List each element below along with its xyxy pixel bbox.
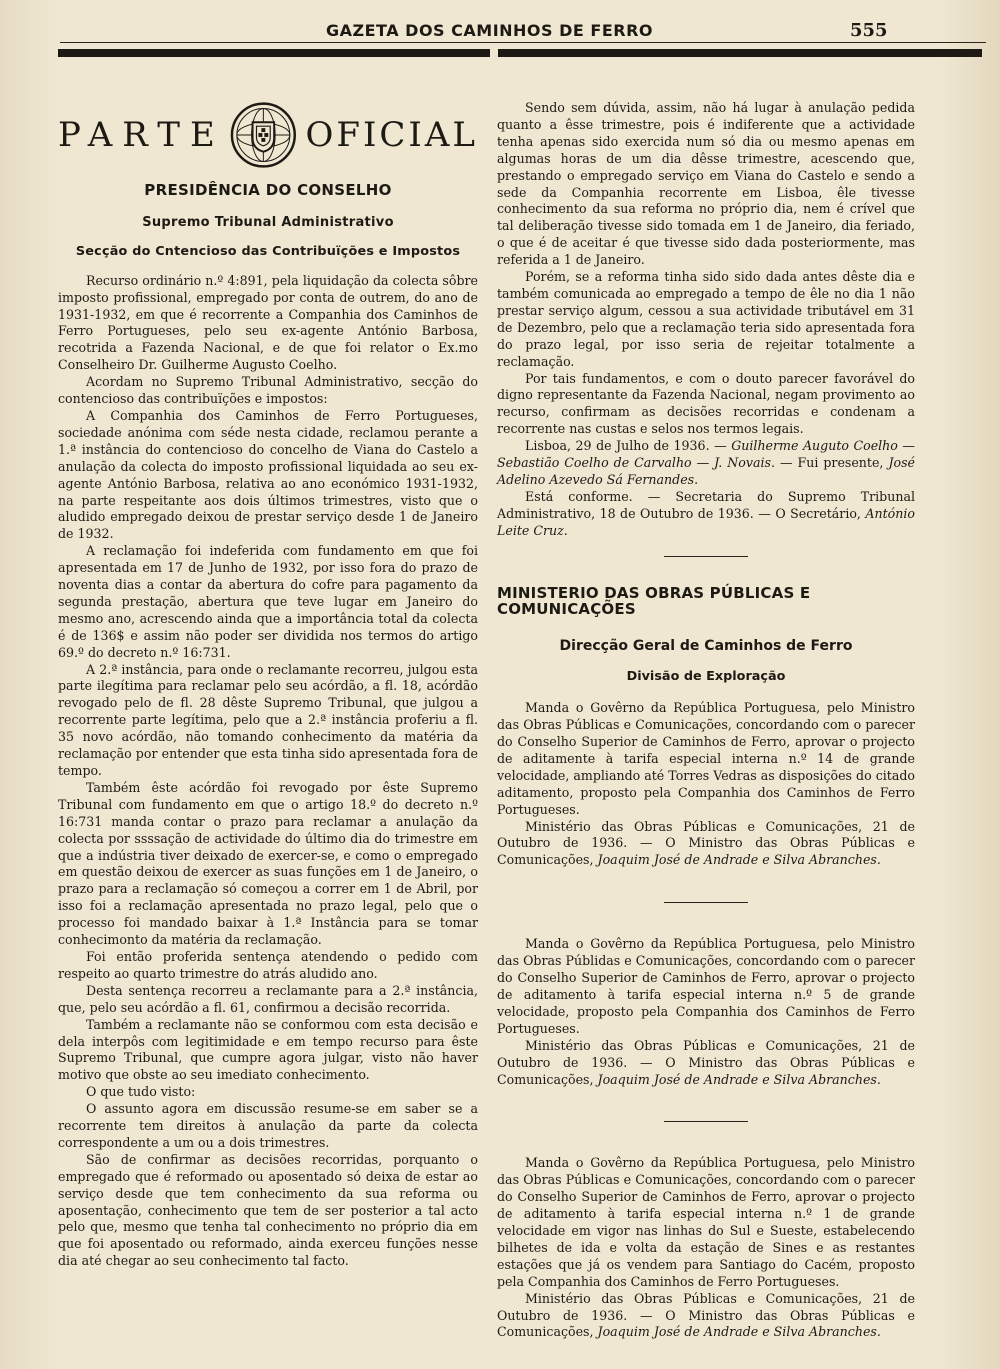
lisboa-date: Lisboa, 29 de Julho de 1936. — — [525, 438, 727, 454]
direccao-heading: Direcção Geral de Caminhos de Ferro — [559, 638, 853, 655]
parte-word: PARTE — [58, 114, 225, 155]
signature-block — [497, 438, 915, 489]
paragraph: Desta sentença recorreu a reclamante para a 2.ª instância, que, pelo seu acórdão a fl. 61, confirmou a decisão recorrida. — [58, 982, 478, 1015]
paragraph: Porém, se a reforma tinha sido sido dada antes dêste dia e também comunicada ao empregado a tempo de êle no dia 1 não prestar serviço algum, cessou a sua actividade tributável em 31 de Dezembro, pelo que a reclamação teria sido apresentada fora do prazo legal, por isso seria de rejeitar totalmente a reclamação. — [497, 269, 915, 369]
header-rule-right — [498, 49, 982, 57]
decree-signature: Joaquim José de Andrade e Silva Abranches. — [597, 1071, 881, 1087]
fui-presente: — Fui presente, — [779, 455, 884, 471]
decree-text: Manda o Govêrno da República Portuguesa, pelo Ministro das Obras Públidas e Comunicações, concordando com o parecer do Conselho Superior de Caminhos de Ferro, aprovar o projecto de aditamento à tarifa especial interna n.º 5 de grande velocidade, proposto pela Companhia dos Caminhos de Ferro Portugueses. — [497, 936, 915, 1036]
decree-ministerio — [497, 1291, 915, 1342]
decree-ministerio-text: Ministério das Obras Públicas e Comunicações, 21 de Outubro de 1936. — O Ministro das Obras Públicas e Comunicações, — [497, 1290, 915, 1340]
decree-ministerio-text: Ministério das Obras Públicas e Comunicações, 21 de Outubro de 1936. — O Ministro das Obras Públicas e Comunicações, — [497, 818, 915, 868]
paragraph: Sendo sem dúvida, assim, não há lugar à anulação pedida quanto a êsse trimestre, pois é indiferente que a actividade tenha apenas sido exercida num só dia ou mesmo apenas em algumas horas de um dia dêsse trimestre, acescendo que, prestando o empregado serviço em Viana do Castelo e sendo a sede da Companhia recorrente em Lisboa, êle tivesse conhecimento da sua reforma no próprio dia, nem é crível que tal deliberação tivesse sido tomada em 1 de Janeiro, dia feriado, o que é de aceitar é que tivesse sido dada posteriormente, mas referida a 1 de Janeiro. — [497, 100, 915, 268]
page-number: 555 — [850, 20, 888, 41]
running-title: GAZETA DOS CAMINHOS DE FERRO — [326, 21, 654, 40]
separator-rule — [664, 556, 748, 557]
decree-text: Manda o Govêrno da República Portuguesa, pelo Ministro das Obras Públicas e Comunicações, concordando com o parecer do Conselho Superior de Caminhos de Ferro, aprovar o projecto de aditamente à tarifa especial interna n.º 14 de grande velocidade, ampliando até Torres Vedras as disposições do citado aditamento, proposto pela Companhia dos Caminhos de Ferro Portugueses. — [497, 700, 915, 817]
right-column — [497, 100, 915, 1341]
left-column — [58, 100, 478, 1270]
divisao-heading: Divisão de Exploração — [626, 669, 786, 685]
conforme-text: Está conforme. — Secretaria do Supremo Tribunal Administrativo, 18 de Outubro de 1936. — O Secretário, — [497, 488, 915, 521]
signatures-judges: Guilherme Auguto Coelho — Sebastião Coelho de Carvalho — J. Novais. — [497, 438, 915, 471]
seccao-heading: Secção do Cntencioso das Contribuïções e Impostos — [75, 243, 461, 259]
paragraph: A reclamação foi indeferida com fundamento em que foi apresentada em 17 de Junho de 1932, por isso fora do prazo de noventa dias a contar da abertura do cofre para pagamento da segunda prestação, abertura que teve lugar em Janeiro do mesmo ano, acrescendo ainda que a importância total da colecta é de 136$ e assim não poder ser dividida nos termos do artigo 69.º do decreto n.º 16:731. — [58, 543, 478, 660]
header-rule-left — [58, 49, 490, 57]
header-thin-rule — [60, 42, 986, 43]
separator-rule — [664, 902, 748, 903]
conforme-block — [497, 489, 915, 540]
presidencia-heading: PRESIDÊNCIA DO CONSELHO — [144, 181, 392, 199]
coat-of-arms-seal-icon — [229, 100, 298, 170]
paragraph: Também êste acórdão foi revogado por êste Supremo Tribunal com fundamento em que o artigo 18.º do decreto n.º 16:731 manda contar o prazo para reclamar a anulação da colecta por ssssação de actividade do último dia do trimestre em que a indústria tiver deixado de exercer-se, e como o empregado em questão deixou de exercer as suas funções em 1 de Janeiro, o prazo para a reclamação só começou a correr em 1 de Abril, por isso foi a reclamação apresentada no prazo legal, pelo que o processo foi mandado baixar à 1.ª Instância para se tomar conhecimonto da matéria da reclamação. — [58, 779, 478, 948]
paragraph: A 2.ª instância, para onde o reclamante recorreu, julgou esta parte ilegítima para reclamar pelo seu acórdão, a fl. 18, acórdão revogado pelo de fl. 28 dêste Supremo Tribunal, que julgou a recorrente parte legítima, pelo que a 2.ª instância proferiu a fl. 35 novo acórdão, não tomando conhecimento da matéria da reclamação por entender que esta tinha sido apresentada fora de tempo. — [58, 661, 478, 778]
decree-ministerio — [497, 1038, 915, 1089]
paragraph: São de confirmar as decisões recorridas, porquanto o empregado que é reformado ou aposentado só deixa de estar ao serviço desde que tem conhecimento da sua reforma ou aposentação, conhecimento que tem de ser posterior a tal acto pelo que, mesmo que tenha tal conhecimento no próprio dia em que foi aposentado ou reformado, ainda exerceu funções nesse dia até chegar ao seu conhecimento tal facto. — [58, 1151, 478, 1269]
paragraph: Também a reclamante não se conformou com esta decisão e dela interpôs com legitimidade e em tempo recurso para êste Supremo Tribunal, que cumpre agora julgar, visto não haver motivo que obste ao seu imediato conhecimento. — [58, 1016, 478, 1083]
oficial-word: OFICIAL — [305, 114, 478, 155]
decree-signature: Joaquim José de Andrade e Silva Abranches. — [597, 852, 881, 868]
decree-ministerio-text: Ministério das Obras Públicas e Comunicações, 21 de Outubro de 1936. — O Ministro das Obras Públicas e Comunicações, — [497, 1037, 915, 1087]
paragraph: Recurso ordinário n.º 4:891, pela liquidação da colecta sôbre imposto profissional, empregado por conta de outrem, do ano de 1931-1932, em que é recorrente a Companhia dos Caminhos de Ferro Portugueses, pelo seu ex-agente António Barbosa, recotrida a Fazenda Nacional, e de que foi relator o Ex.mo Conselheiro Dr. Guilherme Augusto Coelho. — [58, 272, 478, 373]
decree-ministerio — [497, 819, 915, 870]
paragraph: Foi então proferida sentença atendendo o pedido com respeito ao quarto trimestre do atrás aludido ano. — [58, 948, 478, 981]
paragraph: O que tudo visto: — [86, 1084, 196, 1100]
separator-rule — [664, 1121, 748, 1122]
signature-prosecutor: José Adelino Azevedo Sá Fernandes. — [497, 455, 915, 487]
paragraph: Por tais fundamentos, e com o douto parecer favorável do digno representante da Fazenda Nacional, negam provimento ao recurso, confirmam as decisões recorridas e condenam a recorrente nas custas e selos nos termos legais. — [497, 370, 915, 437]
decree-signature: Joaquim José de Andrade e Silva Abranches. — [597, 1324, 881, 1340]
tribunal-heading: Supremo Tribunal Administrativo — [142, 214, 394, 230]
paragraph: O assunto agora em discussão resume-se em saber se a recorrente tem direitos à anulação da parte da colecta correspondente a um ou a dois trimestres. — [58, 1101, 478, 1150]
parte-oficial-header — [58, 100, 478, 170]
ministerio-heading: MINISTERIO DAS OBRAS PÚBLICAS E COMUNICAÇÕES — [497, 583, 811, 619]
paragraph: Acordam no Supremo Tribunal Administrativo, secção do contencioso das contribuïções e impostos: — [58, 374, 478, 407]
paragraph: A Companhia dos Caminhos de Ferro Portugueses, sociedade anónima com séde nesta cidade, reclamou perante a 1.ª instância do contencioso do concelho de Viana do Castelo a anulação da colecta do imposto profissional liquidada ao seu ex-agente António Barbosa, relativa ao ano económico 1931-1932, na parte respeitante aos dois últimos trimestres, visto que o aludido empregado deixou de prestar serviço desde 1 de Janeiro de 1932. — [58, 407, 478, 542]
secretario-signature: António Leite Cruz. — [497, 505, 915, 538]
decree-text: Manda o Govêrno da República Portuguesa, pelo Ministro das Obras Públicas e Comunicações, concordando com o parecer do Conselho Superior de Caminhos de Ferro, aprovar o projecto de aditamento à tarifa especial interna n.º 1 de grande velocidade em vigor nas linhas do Sul e Sueste, estabelecendo bilhetes de ida e volta da estação de Sines e as restantes estações que já os vendem para Santiago do Cacém, proposto pela Companhia dos Caminhos de Ferro Portugueses. — [497, 1155, 915, 1289]
